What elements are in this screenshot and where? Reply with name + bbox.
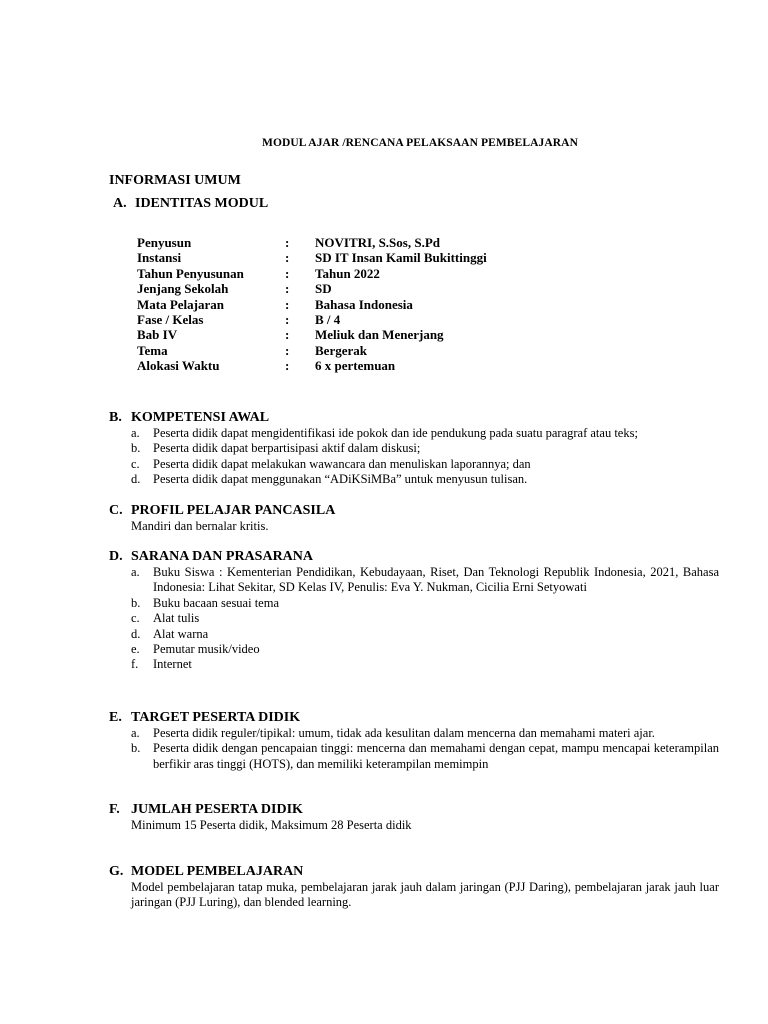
identity-colon: :: [285, 342, 290, 358]
identity-colon: :: [285, 265, 290, 281]
identity-label: Fase / Kelas: [137, 312, 204, 328]
section-jumlah-peserta: [109, 802, 719, 833]
identity-row: [137, 281, 487, 296]
list-item: [131, 726, 719, 741]
list-item: [131, 642, 719, 657]
section-letter: E.: [109, 710, 122, 725]
identity-colon: :: [285, 250, 290, 266]
section-model-pembelajaran: [109, 864, 719, 911]
section-text: Mandiri dan bernalar kritis.: [131, 519, 269, 533]
list-marker: b.: [131, 595, 141, 610]
list-marker: f.: [131, 657, 139, 672]
identity-label: Tahun Penyusunan: [137, 265, 244, 281]
identity-colon: :: [285, 327, 290, 343]
section-title: MODEL PEMBELAJARAN: [131, 864, 304, 879]
list-marker: e.: [131, 642, 140, 657]
list-item: [131, 472, 719, 487]
identity-label: Alokasi Waktu: [137, 358, 220, 374]
identity-colon: :: [285, 235, 290, 250]
section-title: IDENTITAS MODUL: [135, 196, 269, 211]
identity-row: [137, 312, 487, 327]
identity-row: [137, 250, 487, 265]
section-target-peserta: [109, 710, 719, 772]
section-title: SARANA DAN PRASARANA: [131, 549, 314, 564]
identity-label: Jenjang Sekolah: [137, 281, 229, 297]
identity-row: [137, 266, 487, 281]
section-letter: G.: [109, 864, 124, 879]
section-letter: D.: [109, 549, 123, 564]
identity-label: Bab IV: [137, 327, 178, 343]
identity-row: [137, 235, 487, 250]
sarana-list: [109, 565, 719, 673]
list-text: Buku Siswa : Kementerian Pendidikan, Kebudayaan, Riset, Dan Teknologi Republik Indonesia, 2021, Bahasa Indonesia: Lihat Sekitar, SD Kelas IV, Penulis: Eva Y. Nukman, Cicilia Erni Setyowati: [153, 565, 719, 595]
list-marker: a.: [131, 565, 140, 579]
identity-colon: :: [285, 281, 290, 297]
identity-value: NOVITRI, S.Sos, S.Pd: [315, 235, 440, 250]
identity-colon: :: [285, 358, 290, 374]
section-kompetensi-awal: [109, 410, 719, 488]
list-item: [131, 441, 719, 456]
list-text: Buku bacaan sesuai tema: [153, 595, 279, 610]
list-text: Peserta didik reguler/tipikal: umum, tidak ada kesulitan dalam mencerna dan memahami materi ajar.: [153, 726, 655, 740]
section-text: Model pembelajaran tatap muka, pembelajaran jarak jauh dalam jaringan (PJJ Daring), pembelajaran jarak jauh luar jaringan (PJJ Luring), dan blended learning.: [131, 880, 719, 910]
identity-value: SD IT Insan Kamil Bukittinggi: [315, 250, 487, 266]
list-item: [131, 741, 719, 772]
list-item: [131, 457, 719, 472]
identity-value: Bahasa Indonesia: [315, 296, 413, 312]
identity-label: Penyusun: [137, 235, 192, 250]
list-marker: d.: [131, 472, 141, 487]
identity-table: [137, 235, 487, 374]
list-item: [131, 657, 719, 672]
section-letter: C.: [109, 503, 123, 518]
document-title: MODUL AJAR /RENCANA PELAKSAAN PEMBELAJARAN: [262, 137, 578, 149]
identity-colon: :: [285, 312, 290, 328]
section-title: KOMPETENSI AWAL: [131, 410, 270, 425]
list-marker: c.: [131, 611, 140, 626]
identity-value: Bergerak: [315, 342, 367, 358]
list-marker: b.: [131, 441, 141, 456]
list-marker: a.: [131, 426, 140, 440]
section-title: PROFIL PELAJAR PANCASILA: [131, 503, 336, 518]
section-informasi-umum: INFORMASI UMUM: [109, 173, 241, 188]
list-text: Peserta didik dapat berpartisipasi aktif dalam diskusi;: [153, 441, 421, 456]
identity-row: [137, 358, 487, 373]
list-text: Alat warna: [153, 626, 209, 641]
section-identitas-modul: [113, 196, 723, 212]
list-text: Peserta didik dengan pencapaian tinggi: mencerna dan memahami dengan cepat, mampu mencapai keterampilan berfikir aras tinggi (HOTS), dan memiliki keterampilan memimpin: [153, 741, 719, 771]
identity-value: B / 4: [315, 312, 341, 328]
list-item: [131, 596, 719, 611]
list-text: Internet: [153, 657, 192, 672]
identity-value: Tahun 2022: [315, 265, 380, 281]
list-marker: d.: [131, 626, 141, 641]
list-item: [131, 426, 719, 441]
identity-value: Meliuk dan Menerjang: [315, 327, 444, 343]
section-letter: A.: [113, 196, 127, 211]
section-text: Minimum 15 Peserta didik, Maksimum 28 Peserta didik: [131, 818, 412, 832]
list-text: Peserta didik dapat mengidentifikasi ide pokok dan ide pendukung pada suatu paragraf atau teks;: [153, 426, 638, 440]
section-sarana-prasarana: [109, 549, 719, 673]
list-text: Pemutar musik/video: [153, 642, 260, 657]
list-text: Peserta didik dapat melakukan wawancara dan menuliskan laporannya; dan: [153, 456, 531, 471]
identity-label: Tema: [137, 342, 168, 358]
list-text: Peserta didik dapat menggunakan “ADiKSiMBa” untuk menyusun tulisan.: [153, 472, 528, 487]
identity-value: SD: [315, 281, 332, 297]
list-item: [131, 565, 719, 596]
identity-label: Instansi: [137, 250, 182, 266]
section-title: JUMLAH PESERTA DIDIK: [131, 802, 303, 817]
section-letter: B.: [109, 410, 122, 425]
target-list: [109, 726, 719, 772]
section-profil-pelajar: [109, 503, 719, 534]
identity-colon: :: [285, 296, 290, 312]
identity-label: Mata Pelajaran: [137, 296, 225, 312]
list-item: [131, 611, 719, 626]
list-marker: a.: [131, 726, 140, 740]
kompetensi-list: [109, 426, 719, 488]
identity-row: [137, 343, 487, 358]
identity-row: [137, 297, 487, 312]
identity-value: 6 x pertemuan: [315, 358, 396, 374]
section-title: TARGET PESERTA DIDIK: [131, 710, 301, 725]
list-text: Alat tulis: [153, 611, 200, 626]
list-marker: c.: [131, 456, 140, 471]
section-letter: F.: [109, 802, 120, 817]
list-marker: b.: [131, 741, 141, 756]
list-item: [131, 627, 719, 642]
identity-row: [137, 327, 487, 342]
